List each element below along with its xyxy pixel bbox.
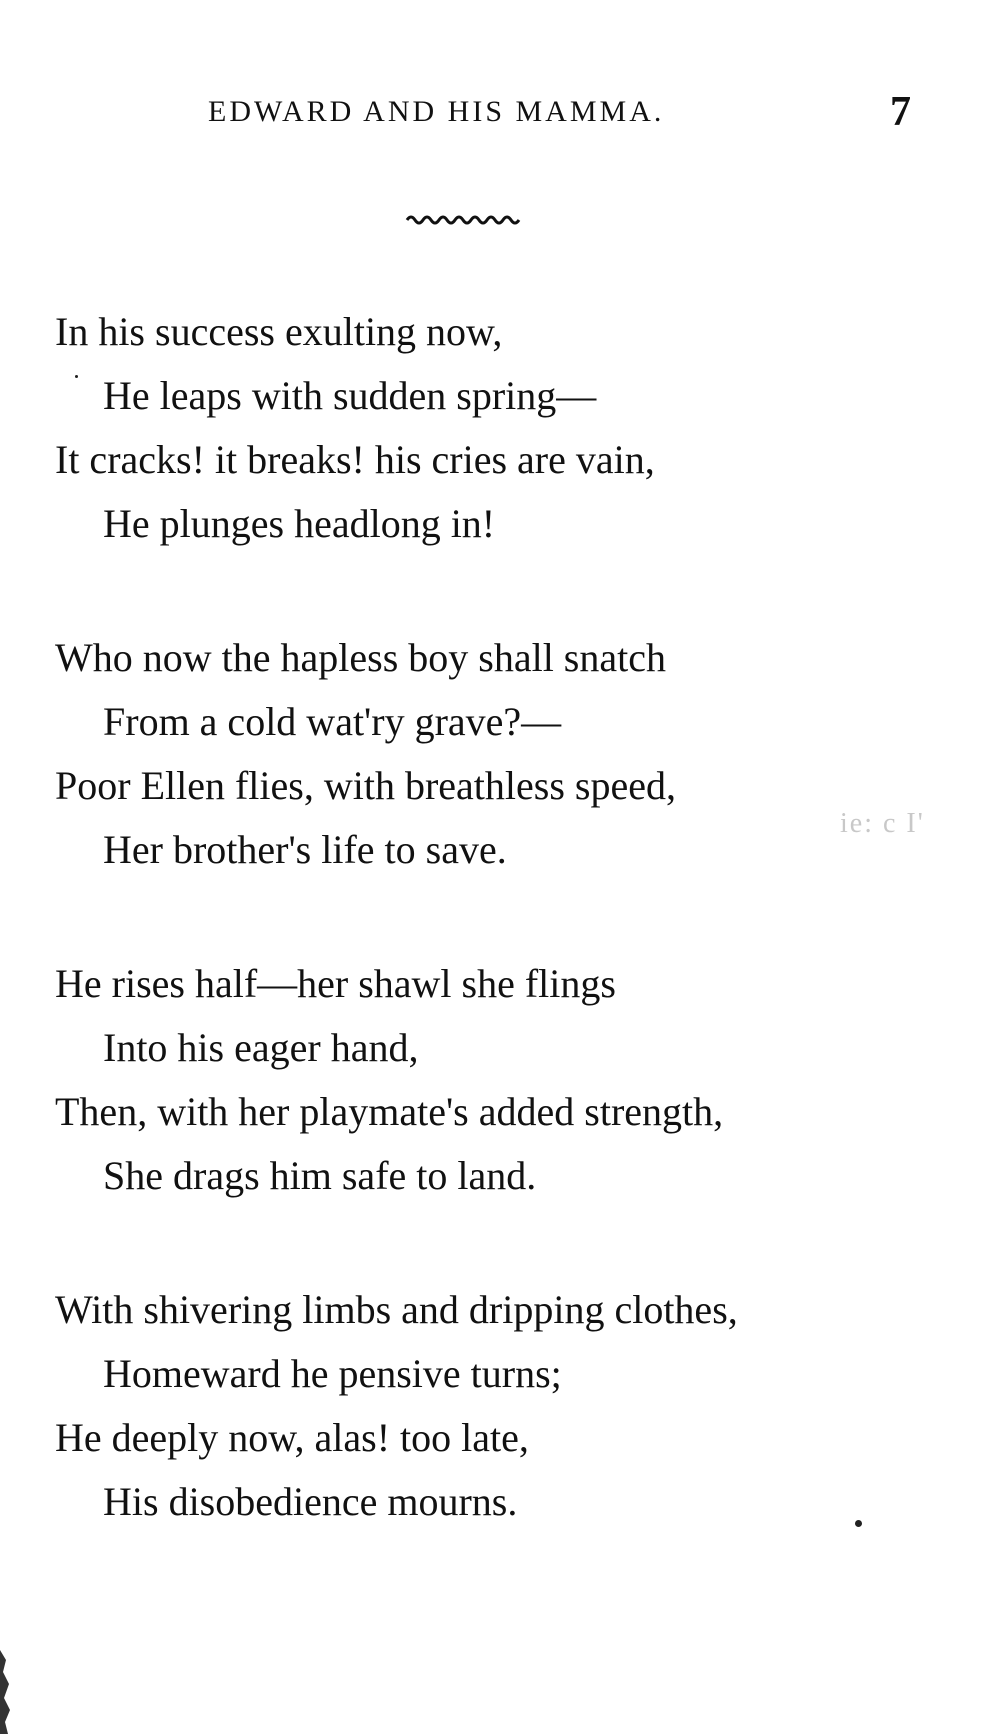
poem <box>55 300 955 1604</box>
verse-line: Who now the hapless boy shall snatch <box>55 635 666 680</box>
ink-speck <box>75 375 78 378</box>
verse-line: He rises half—her shawl she flings <box>55 961 616 1006</box>
verse-line: Homeward he pensive turns; <box>103 1351 562 1396</box>
running-head: EDWARD AND HIS MAMMA. <box>208 95 665 128</box>
verse-line: Into his eager hand, <box>103 1025 419 1070</box>
verse-line: Poor Ellen flies, with breathless speed, <box>55 763 676 808</box>
verse-line: He deeply now, alas! too late, <box>55 1415 529 1460</box>
verse-line: It cracks! it breaks! his cries are vain, <box>55 437 655 482</box>
verse-line: He leaps with sudden spring— <box>103 373 597 418</box>
page-number: 7 <box>890 89 911 135</box>
verse-line: From a cold wat'ry grave?— <box>103 699 562 744</box>
ink-speck <box>855 1520 862 1527</box>
stanza-4 <box>55 1278 955 1534</box>
verse-line: With shivering limbs and dripping clothes, <box>55 1287 738 1332</box>
stanza-3 <box>55 952 955 1208</box>
verse-line: In his success exulting now, <box>55 309 503 354</box>
wavy-rule-ornament-icon <box>405 212 525 228</box>
stanza-2 <box>55 626 955 882</box>
stanza-1 <box>55 300 955 556</box>
verse-line: Her brother's life to save. <box>103 827 507 872</box>
verse-line: Then, with her playmate's added strength, <box>55 1089 724 1134</box>
verse-line: She drags him safe to land. <box>103 1153 537 1198</box>
page-edge-shadow <box>0 1650 14 1734</box>
bleed-through-text: ie: c I' <box>840 808 925 839</box>
verse-line: His disobedience mourns. <box>103 1479 518 1524</box>
verse-line: He plunges headlong in! <box>103 501 496 546</box>
